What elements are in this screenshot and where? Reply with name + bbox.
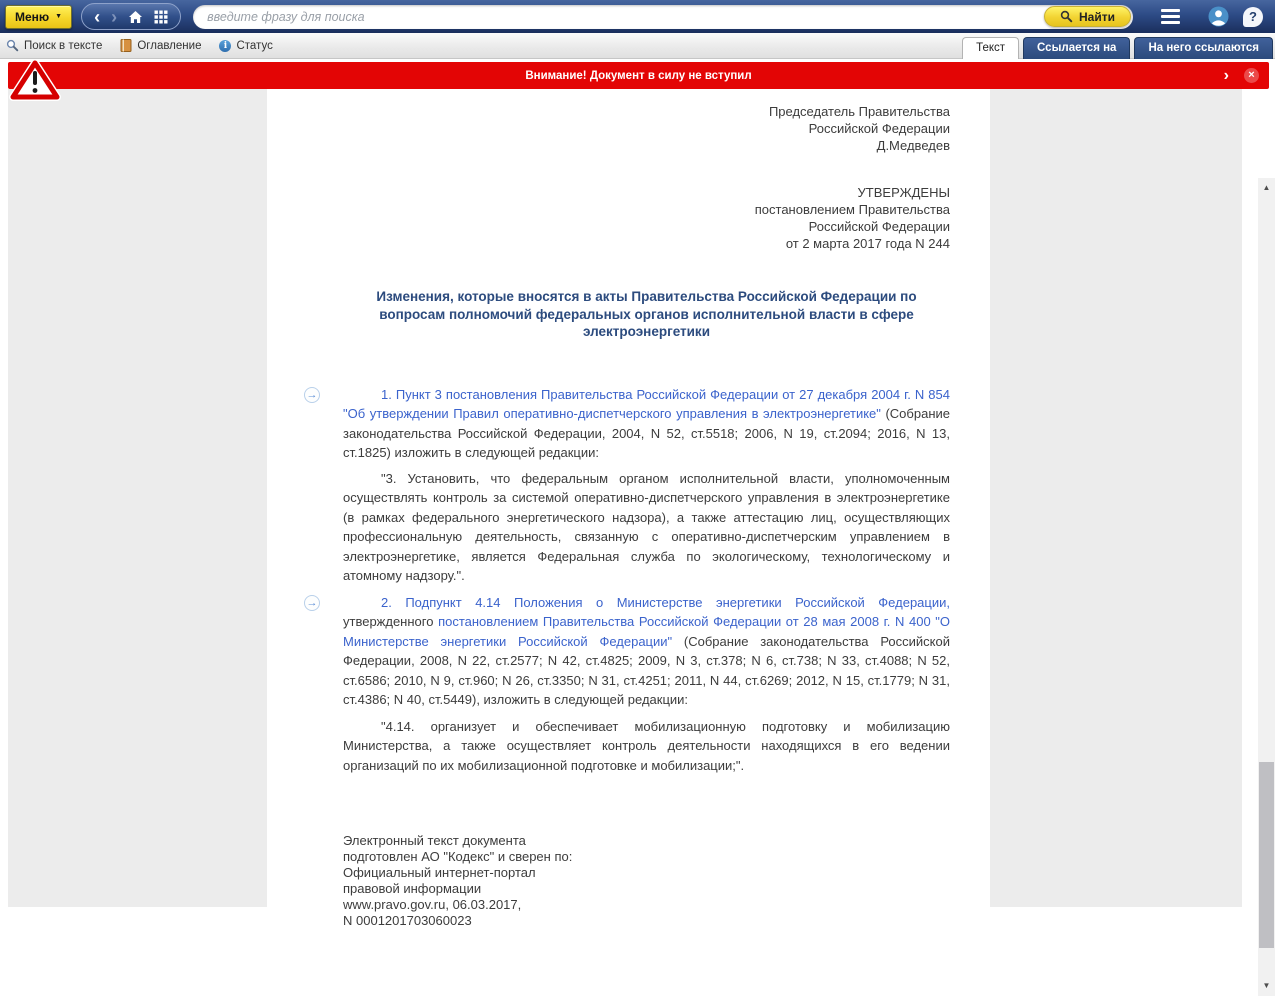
top-toolbar [0,0,1275,33]
help-button[interactable] [1243,7,1263,27]
back-button[interactable]: ‹ [94,6,101,27]
anchor-link-icon[interactable]: → [304,595,320,611]
forward-button[interactable]: › [111,6,118,27]
text-line: www.pravo.gov.ru, 06.03.2017, [343,897,522,912]
hamburger-bar [1161,15,1180,18]
quoted-paragraph-2: "4.14. организует и обеспечивает мобилизационную подготовку и мобилизацию Министерства, а также осуществляет контроль деятельности находящихся в его ведении организаций по их мобилизационной подготовке и мобилизации;". [343,718,950,773]
user-profile-button[interactable] [1208,6,1229,27]
tab-text[interactable]: Текст [962,37,1019,59]
text-line: Официальный интернет-портал [343,865,536,880]
home-button[interactable] [128,10,143,24]
hamburger-menu-button[interactable] [1161,9,1180,24]
vertical-scrollbar[interactable] [1258,178,1275,996]
hamburger-bar [1161,9,1180,12]
status-label: Статус [236,39,273,52]
toc-button[interactable] [120,39,201,52]
text-line: Российской Федерации [808,121,950,136]
paragraph-text: (Собрание законодательства Российской Федерации, 2004, N 52, ст.5518; 2006, N 19, ст.2094; 2016, N 13, ст.1825) изложить в следующей редакции: [343,406,950,460]
search-input[interactable] [193,7,1044,27]
text-line: от 2 марта 2017 года N 244 [785,236,950,251]
hamburger-bar [1161,21,1180,24]
text-line: Председатель Правительства [768,104,950,119]
text-line: Электронный текст документа [343,833,526,848]
document-heading: Изменения, которые вносятся в акты Правительства Российской Федерации по вопросам полномочий федеральных органов исполнительной власти в сфере электроэнергетики [376,289,917,339]
text-line: Д.Медведев [876,138,950,153]
text-line: правовой информации [343,881,482,896]
book-icon [120,39,132,52]
chevron-down-icon: ▼ [55,13,63,20]
document-page [267,89,990,928]
user-icon [1208,6,1229,27]
search-bar [193,5,1133,29]
scroll-up-button[interactable]: ▲ [1262,183,1271,192]
search-in-text-icon [6,39,19,52]
menu-button[interactable] [5,5,72,29]
toc-label: Оглавление [137,39,202,52]
document-link[interactable]: постановлением Правительства Российской Федерации от 28 мая 2008 г. N 400 "О Министерстве энергетики Российской Федерации" [343,614,950,649]
text-line: Российской Федерации [808,219,950,234]
scroll-down-button[interactable]: ▼ [1262,981,1271,990]
info-icon: i [219,40,231,52]
quoted-paragraph-1: "3. Установить, что федеральным органом исполнительной власти, уполномоченным осуществлять контроль за системой оперативно-диспетчерского управления в электроэнергетике (в рамках федерального энергетического надзора), а также аттестацию лиц, осуществляющих профессиональную деятельность, связанную с оперативно-диспетчерским управлением в электроэнергетике, является Федеральная служба по экологическому, технологическому и атомному надзору.". [343,470,950,583]
approval-block [343,184,950,252]
warning-banner [8,62,1269,89]
home-icon [128,10,143,24]
text-line: подготовлен АО "Кодекс" и сверен по: [343,849,573,864]
search-icon [1060,10,1073,23]
scrollbar-thumb[interactable] [1259,762,1274,948]
search-in-text-button[interactable] [6,39,102,52]
document-footer [343,833,950,929]
document-link[interactable]: 2. Подпункт 4.14 Положения о Министерстве энергетики Российской Федерации, [381,594,950,610]
paragraph-text: (Собрание законодательства Российской Федерации, 2008, N 22, ст.2577; N 42, ст.4825; 2009, N 3, ст.378; N 6, ст.738; N 33, ст.4088; N 52, ст.6586; 2010, N 9, ст.960; N 26, ст.3350; N 31, ст.4251; 2011, N 44, ст.6269; 2012, N 15, ст.1779; N 31, ст.4386; N 40, ст.5449), изложить в следующей редакции: [343,633,950,707]
grid-icon [154,10,168,24]
menu-button-label: Меню [15,9,50,24]
signature-block [343,103,950,154]
paragraph-text: утвержденного [343,614,439,629]
anchor-link-icon[interactable]: → [304,387,320,403]
find-button[interactable] [1044,6,1131,27]
banner-next-button[interactable]: › [1223,66,1229,84]
nav-button-group [81,3,181,30]
document-toolbar [0,33,1275,59]
text-line: постановлением Правительства [754,202,950,217]
document-tabs [962,37,1273,59]
content-area [0,89,1275,990]
document-link[interactable]: 1. Пункт 3 постановления Правительства Российской Федерации от 27 декабря 2004 г. N 854 "Об утверждении Правил оперативно-диспетчерского управления в электроэнергетике" [343,386,950,421]
warning-triangle-icon [9,59,61,106]
question-icon: ? [1249,8,1257,24]
paragraph-1 [306,385,950,463]
apps-grid-button[interactable] [154,10,168,24]
warning-banner-text: Внимание! Документ в силу не вступил [525,69,752,82]
close-icon[interactable]: × [1244,68,1259,83]
text-line: N 0001201703060023 [343,913,472,928]
find-button-label: Найти [1079,9,1115,24]
warning-banner-controls [1224,62,1259,89]
tab-references-to[interactable]: Ссылается на [1023,37,1130,59]
tab-referenced-by[interactable]: На него ссылаются [1134,37,1273,59]
search-in-text-label: Поиск в тексте [24,39,103,52]
text-line: УТВЕРЖДЕНЫ [857,185,950,200]
paragraph-2 [306,593,950,710]
document-body [267,89,990,929]
status-button[interactable] [219,40,272,52]
